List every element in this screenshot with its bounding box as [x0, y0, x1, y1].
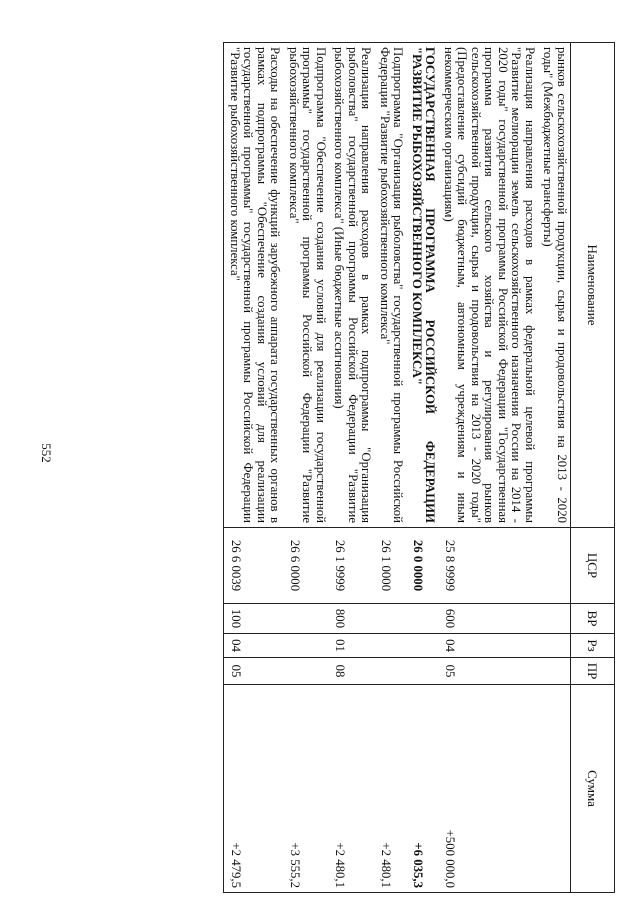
- row-name: рынков сельскохозяйственной продукции, сырья и продовольствия на 2013 - 2020 годы" (Межбюджетные трансферты): [538, 43, 571, 528]
- budget-table-rotated: [95, 42, 615, 892]
- table-row: [439, 43, 539, 893]
- row-rz: [284, 634, 330, 658]
- row-pr: [538, 658, 571, 685]
- header-rz: Рз: [571, 634, 615, 658]
- row-sum: [538, 685, 571, 893]
- row-csr: 26 1 0000: [375, 528, 407, 604]
- row-name: Расходы на обеспечение функций зарубежного аппарата государственных органов в рамках подпрограммы "Обеспечение создания условий для реализации государственной программы" государственной программы Российской Федерации "Развитие рыбохозяйственного комплекса": [224, 43, 284, 528]
- table-header-row: [571, 43, 615, 893]
- row-vr: 100: [224, 604, 284, 634]
- row-rz: 04: [224, 634, 284, 658]
- row-csr: 25 8 9999: [439, 528, 539, 604]
- table-row: [538, 43, 571, 893]
- row-pr: 05: [224, 658, 284, 685]
- row-vr: 800: [329, 604, 375, 634]
- row-name: ГОСУДАРСТВЕННАЯ ПРОГРАММА РОССИЙСКОЙ ФЕДЕРАЦИИ "РАЗВИТИЕ РЫБОХОЗЯЙСТВЕННОГО КОМПЛЕКСА": [407, 43, 439, 528]
- row-csr: 26 6 0000: [284, 528, 330, 604]
- row-sum: +3 555,2: [284, 685, 330, 893]
- row-vr: 600: [439, 604, 539, 634]
- row-csr: [538, 528, 571, 604]
- header-vr: ВР: [571, 604, 615, 634]
- row-sum: +2 480,1: [375, 685, 407, 893]
- row-name: Реализация направления расходов в рамках подпрограммы "Организация рыболовства" государственной программы Российской Федерации "Развитие рыбохозяйственного комплекса" (Иные бюджетные ассигнования): [329, 43, 375, 528]
- header-name: Наименование: [571, 43, 615, 528]
- row-sum: +500 000,0: [439, 685, 539, 893]
- table-row: [224, 43, 284, 893]
- row-csr: 26 6 0039: [224, 528, 284, 604]
- table-row: [329, 43, 375, 893]
- row-rz: 04: [439, 634, 539, 658]
- row-pr: 05: [439, 658, 539, 685]
- row-vr: [538, 604, 571, 634]
- row-name: Подпрограмма "Организация рыболовства" государственной программы Российской Федерации "Развитие рыбохозяйственного комплекса": [375, 43, 407, 528]
- row-rz: 01: [329, 634, 375, 658]
- row-rz: [538, 634, 571, 658]
- header-csr: ЦСР: [571, 528, 615, 604]
- row-csr: 26 1 9999: [329, 528, 375, 604]
- row-rz: [375, 634, 407, 658]
- row-name: Реализация направления расходов в рамках федеральной целевой программы "Развитие мелиорации земель сельскохозяйственного назначения России на 2014 - 2020 годы" государственной программы Российской Федерации "Государственная программа развития сельского хозяйства и регулирования рынков сельскохозяйственной продукции, сырья и продовольствия на 2013 - 2020 годы" (Предоставление субсидий бюджетным, автономным учреждениям и иным некоммерческим организациям): [439, 43, 539, 528]
- table-row: [407, 43, 439, 893]
- row-pr: [284, 658, 330, 685]
- row-vr: [407, 604, 439, 634]
- row-vr: [284, 604, 330, 634]
- row-rz: [407, 634, 439, 658]
- header-sum: Сумма: [571, 685, 615, 893]
- row-csr: 26 0 0000: [407, 528, 439, 604]
- table-row: [284, 43, 330, 893]
- row-sum: +2 479,5: [224, 685, 284, 893]
- row-sum: +6 035,3: [407, 685, 439, 893]
- row-name: Подпрограмма "Обеспечение создания условий для реализации государственной программы" государственной программы Российской Федерации "Развитие рыбохозяйственного комплекса": [284, 43, 330, 528]
- row-sum: +2 480,1: [329, 685, 375, 893]
- row-pr: [407, 658, 439, 685]
- row-pr: [375, 658, 407, 685]
- row-pr: 08: [329, 658, 375, 685]
- header-pr: ПР: [571, 658, 615, 685]
- table-row: [375, 43, 407, 893]
- row-vr: [375, 604, 407, 634]
- page-number: 552: [38, 443, 54, 463]
- budget-table: [224, 42, 616, 893]
